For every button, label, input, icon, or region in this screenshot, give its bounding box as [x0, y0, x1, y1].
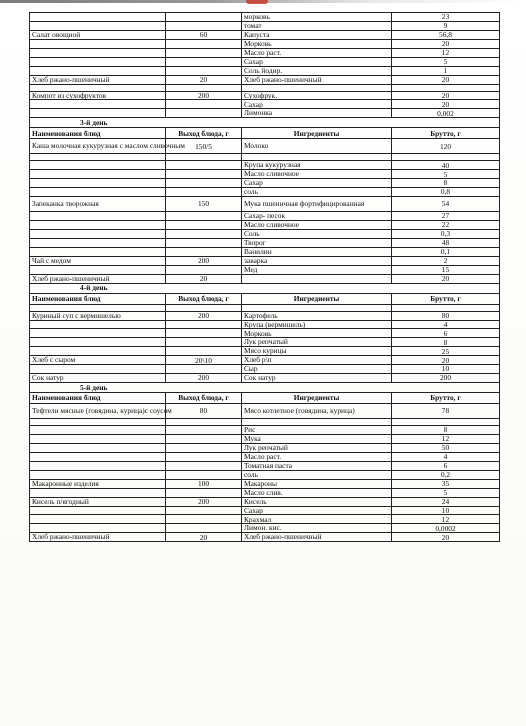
yield-cell — [166, 66, 242, 75]
brutto-cell: 27 — [392, 212, 500, 221]
brutto-cell: 9 — [392, 21, 500, 30]
dish-cell — [30, 57, 166, 66]
yield-cell — [166, 188, 242, 197]
ingredient-cell: Масло слив. — [242, 488, 392, 497]
dish-cell — [30, 221, 166, 230]
yield-cell — [166, 109, 242, 118]
yield-cell: 150 — [166, 197, 242, 212]
table-row — [30, 170, 500, 179]
dish-cell: Хлеб ржано-пшеничный — [30, 533, 166, 542]
table-row — [30, 404, 500, 419]
ingredient-cell: Масло раст. — [242, 452, 392, 461]
empty-cell — [242, 304, 392, 311]
yield-cell — [166, 452, 242, 461]
yield-cell: 20 — [166, 75, 242, 84]
dish-cell: Кисель п/ягодный — [30, 497, 166, 506]
ingredient-cell: Крахмал — [242, 515, 392, 524]
dish-cell — [30, 320, 166, 329]
dish-cell: Макаронные изделия — [30, 479, 166, 488]
yield-cell: 100 — [166, 479, 242, 488]
dish-cell — [30, 188, 166, 197]
empty-cell — [166, 304, 242, 311]
menu-table — [29, 12, 500, 542]
brutto-cell: 10 — [392, 506, 500, 515]
brutto-cell: 20 — [392, 75, 500, 84]
dish-cell: Хлеб с сыром — [30, 356, 166, 365]
table-row — [30, 13, 500, 22]
brutto-cell: 5 — [392, 488, 500, 497]
table-row — [30, 91, 500, 100]
header-dish: Наименования блюд — [30, 128, 166, 139]
yield-cell — [166, 57, 242, 66]
brutto-cell: 12 — [392, 435, 500, 444]
brutto-cell: 25 — [392, 347, 500, 356]
brutto-cell: 20 — [392, 39, 500, 48]
ingredient-cell: Рис — [242, 426, 392, 435]
yield-cell — [166, 39, 242, 48]
ingredient-cell: Сахар — [242, 57, 392, 66]
header-yield: Выход блюда, г — [166, 128, 242, 139]
dish-cell — [30, 435, 166, 444]
yield-cell — [166, 221, 242, 230]
ingredient-cell: Масло сливочное — [242, 221, 392, 230]
dish-cell: Куриный суп с вермишелью — [30, 311, 166, 320]
yield-cell — [166, 515, 242, 524]
brutto-cell: 40 — [392, 161, 500, 170]
brutto-cell: 5 — [392, 170, 500, 179]
table-row — [30, 479, 500, 488]
dish-cell — [30, 161, 166, 170]
yield-cell: 20\10 — [166, 356, 242, 365]
table-row — [30, 221, 500, 230]
brutto-cell: 50 — [392, 443, 500, 452]
yield-cell — [166, 338, 242, 347]
yield-cell — [166, 238, 242, 247]
brutto-cell: 20 — [392, 533, 500, 542]
brutto-cell: 1 — [392, 66, 500, 75]
yield-cell — [166, 329, 242, 338]
ingredient-cell: Мясо курицы — [242, 347, 392, 356]
brutto-cell: 78 — [392, 404, 500, 419]
ingredient-cell: Хлеб р\п — [242, 356, 392, 365]
dish-cell: Хлеб ржано-пшеничный — [30, 274, 166, 283]
dish-cell: Салат овощной — [30, 30, 166, 39]
header-ingredients: Ингредиенты — [242, 128, 392, 139]
empty-cell — [30, 154, 166, 161]
table-row — [30, 247, 500, 256]
column-header-row — [30, 393, 500, 404]
brutto-cell: 8 — [392, 426, 500, 435]
yield-cell — [166, 229, 242, 238]
empty-cell — [166, 419, 242, 426]
ingredient-cell: Лимонка — [242, 109, 392, 118]
dish-cell — [30, 48, 166, 57]
ingredient-cell: Сыр — [242, 365, 392, 374]
ingredient-cell: Лимон. кис. — [242, 524, 392, 533]
dish-cell — [30, 329, 166, 338]
yield-cell: 150/5 — [166, 139, 242, 154]
yield-cell — [166, 470, 242, 479]
brutto-cell: 48 — [392, 238, 500, 247]
dish-cell: Чай с медом — [30, 256, 166, 265]
header-brutto: Брутто, г — [392, 128, 500, 139]
brutto-cell: 54 — [392, 197, 500, 212]
ingredient-cell: Мука — [242, 435, 392, 444]
dish-cell: Тефтели мясные (говядина, курица)с соусом — [30, 404, 166, 419]
yield-cell — [166, 265, 242, 274]
ingredient-cell: Соль йодир. — [242, 66, 392, 75]
yield-cell — [166, 320, 242, 329]
header-ingredients: Ингредиенты — [242, 393, 392, 404]
ingredient-cell: Мука пшеничная фортифицированная — [242, 197, 392, 212]
brutto-cell: 20 — [392, 91, 500, 100]
dish-cell: Каша молочная кукурузная с маслом сливочным — [30, 139, 166, 154]
table-row — [30, 274, 500, 283]
dish-cell — [30, 100, 166, 109]
table-row — [30, 461, 500, 470]
brutto-cell: 8 — [392, 179, 500, 188]
yield-cell — [166, 247, 242, 256]
table-row — [30, 265, 500, 274]
brutto-cell: 0,8 — [392, 188, 500, 197]
header-dish: Наименования блюд — [30, 293, 166, 304]
yield-cell: 60 — [166, 30, 242, 39]
ingredient-cell: Масло раст. — [242, 48, 392, 57]
ingredient-cell: Лук репчатый — [242, 338, 392, 347]
dish-cell — [30, 238, 166, 247]
empty-cell — [166, 84, 242, 91]
table-row — [30, 30, 500, 39]
ingredient-cell: Морковь — [242, 329, 392, 338]
brutto-cell: 5 — [392, 57, 500, 66]
ingredient-cell: томат — [242, 21, 392, 30]
yield-cell — [166, 170, 242, 179]
yield-cell: 200 — [166, 311, 242, 320]
brutto-cell: 10 — [392, 365, 500, 374]
table-row — [30, 188, 500, 197]
yield-cell — [166, 13, 242, 22]
ingredient-cell: Лук репчатый — [242, 443, 392, 452]
table-row — [30, 57, 500, 66]
brutto-cell: 120 — [392, 139, 500, 154]
yield-cell: 20 — [166, 533, 242, 542]
table-row — [30, 179, 500, 188]
table-row — [30, 311, 500, 320]
dish-cell — [30, 13, 166, 22]
column-header-row — [30, 293, 500, 304]
ingredient-cell: Сахар — [242, 100, 392, 109]
table-row — [30, 426, 500, 435]
table-row — [30, 506, 500, 515]
header-dish: Наименования блюд — [30, 393, 166, 404]
yield-cell — [166, 21, 242, 30]
empty-cell — [242, 419, 392, 426]
ingredient-cell: Хлеб ржано-пшеничный — [242, 75, 392, 84]
dish-cell — [30, 179, 166, 188]
day-title: 3-й день — [30, 118, 500, 128]
ingredient-cell: Ванилин — [242, 247, 392, 256]
empty-cell — [242, 84, 392, 91]
day-title: 5-й день — [30, 383, 500, 393]
table-row — [30, 374, 500, 383]
dish-cell: Сок натур — [30, 374, 166, 383]
table-row — [30, 452, 500, 461]
brutto-cell: 0,2 — [392, 470, 500, 479]
day-heading-row — [30, 118, 500, 128]
table-row — [30, 66, 500, 75]
yield-cell — [166, 48, 242, 57]
brutto-cell: 56,8 — [392, 30, 500, 39]
header-brutto: Брутто, г — [392, 293, 500, 304]
brutto-cell: 0,0002 — [392, 524, 500, 533]
dish-cell: Хлеб ржано-пшеничный — [30, 75, 166, 84]
brutto-cell: 24 — [392, 497, 500, 506]
ingredient-cell: Крупа (вермишель) — [242, 320, 392, 329]
dish-cell — [30, 212, 166, 221]
brutto-cell: 35 — [392, 479, 500, 488]
empty-cell — [30, 84, 166, 91]
yield-cell: 200 — [166, 256, 242, 265]
yield-cell — [166, 506, 242, 515]
dish-cell — [30, 229, 166, 238]
table-row — [30, 139, 500, 154]
ingredient-cell: Сухофрук. — [242, 91, 392, 100]
ingredient-cell: Крупа кукурузная — [242, 161, 392, 170]
dish-cell — [30, 470, 166, 479]
header-brutto: Брутто, г — [392, 393, 500, 404]
brutto-cell: 12 — [392, 48, 500, 57]
table-row — [30, 320, 500, 329]
ingredient-cell: Сахар- песок — [242, 212, 392, 221]
empty-cell — [392, 154, 500, 161]
yield-cell — [166, 100, 242, 109]
brutto-cell: 0,002 — [392, 109, 500, 118]
brutto-cell: 200 — [392, 374, 500, 383]
dish-cell — [30, 109, 166, 118]
ingredient-cell: Морковь — [242, 39, 392, 48]
spacer-row — [30, 84, 500, 91]
ingredient-cell: Мясо котлетное (говядина, курица) — [242, 404, 392, 419]
ingredient-cell: Соль — [242, 229, 392, 238]
ingredient-cell: Кисель — [242, 497, 392, 506]
ingredient-cell: Сок натур — [242, 374, 392, 383]
header-ingredients: Ингредиенты — [242, 293, 392, 304]
brutto-cell: 0,3 — [392, 229, 500, 238]
table-row — [30, 109, 500, 118]
dish-cell — [30, 452, 166, 461]
table-row — [30, 470, 500, 479]
spacer-row — [30, 419, 500, 426]
dish-cell: Компот из сухофруктов — [30, 91, 166, 100]
dish-cell — [30, 170, 166, 179]
brutto-cell: 20 — [392, 356, 500, 365]
ingredient-cell: Мед — [242, 265, 392, 274]
brutto-cell: 6 — [392, 461, 500, 470]
empty-cell — [392, 304, 500, 311]
header-yield: Выход блюда, г — [166, 393, 242, 404]
yield-cell — [166, 443, 242, 452]
dish-cell — [30, 247, 166, 256]
header-yield: Выход блюда, г — [166, 293, 242, 304]
dish-cell: Запеканка творожная — [30, 197, 166, 212]
table-row — [30, 75, 500, 84]
ingredient-cell: Макароны — [242, 479, 392, 488]
yield-cell — [166, 347, 242, 356]
dish-cell — [30, 506, 166, 515]
table-row — [30, 48, 500, 57]
brutto-cell: 6 — [392, 329, 500, 338]
brutto-cell: 4 — [392, 320, 500, 329]
table-row — [30, 356, 500, 365]
brutto-cell: 22 — [392, 221, 500, 230]
ingredient-cell: Картофель — [242, 311, 392, 320]
dish-cell — [30, 515, 166, 524]
yield-cell — [166, 488, 242, 497]
table-row — [30, 256, 500, 265]
table-row — [30, 533, 500, 542]
ingredient-cell: соль — [242, 188, 392, 197]
dish-cell — [30, 39, 166, 48]
yield-cell — [166, 524, 242, 533]
yield-cell: 200 — [166, 497, 242, 506]
dish-cell — [30, 443, 166, 452]
brutto-cell: 15 — [392, 265, 500, 274]
table-row — [30, 488, 500, 497]
brutto-cell: 2 — [392, 256, 500, 265]
brutto-cell: 0,1 — [392, 247, 500, 256]
ingredient-cell: Хлеб ржано-пшеничный — [242, 533, 392, 542]
ingredient-cell: Капуста — [242, 30, 392, 39]
day-heading-row — [30, 383, 500, 393]
ingredient-cell — [242, 274, 392, 283]
yield-cell — [166, 365, 242, 374]
table-row — [30, 39, 500, 48]
ingredient-cell: соль — [242, 470, 392, 479]
empty-cell — [30, 304, 166, 311]
brutto-cell: 80 — [392, 311, 500, 320]
day-title: 4-й день — [30, 283, 500, 293]
yield-cell — [166, 435, 242, 444]
ingredient-cell: Творог — [242, 238, 392, 247]
ingredient-cell: Масло сливочное — [242, 170, 392, 179]
brutto-cell: 23 — [392, 13, 500, 22]
dish-cell — [30, 265, 166, 274]
yield-cell: 200 — [166, 91, 242, 100]
yield-cell — [166, 426, 242, 435]
ingredient-cell: Молоко — [242, 139, 392, 154]
yield-cell — [166, 161, 242, 170]
menu-table-body — [30, 13, 500, 542]
ingredient-cell: морковь — [242, 13, 392, 22]
ingredient-cell: Томатная паста — [242, 461, 392, 470]
table-row — [30, 238, 500, 247]
dish-cell — [30, 488, 166, 497]
ingredient-cell: заварка — [242, 256, 392, 265]
table-row — [30, 497, 500, 506]
dish-cell — [30, 426, 166, 435]
yield-cell: 200 — [166, 374, 242, 383]
empty-cell — [30, 419, 166, 426]
yield-cell — [166, 461, 242, 470]
ingredient-cell: Сахар — [242, 179, 392, 188]
brutto-cell: 20 — [392, 100, 500, 109]
empty-cell — [166, 154, 242, 161]
yield-cell — [166, 179, 242, 188]
yield-cell: 80 — [166, 404, 242, 419]
yield-cell: 20 — [166, 274, 242, 283]
dish-cell — [30, 66, 166, 75]
ingredient-cell: Сахар — [242, 506, 392, 515]
empty-cell — [392, 84, 500, 91]
table-row — [30, 197, 500, 212]
brutto-cell: 12 — [392, 515, 500, 524]
dish-cell — [30, 338, 166, 347]
spacer-row — [30, 304, 500, 311]
yield-cell — [166, 212, 242, 221]
brutto-cell: 20 — [392, 274, 500, 283]
binder-mark — [246, 0, 268, 4]
column-header-row — [30, 128, 500, 139]
dish-cell — [30, 461, 166, 470]
brutto-cell: 8 — [392, 338, 500, 347]
brutto-cell: 4 — [392, 452, 500, 461]
day-heading-row — [30, 283, 500, 293]
